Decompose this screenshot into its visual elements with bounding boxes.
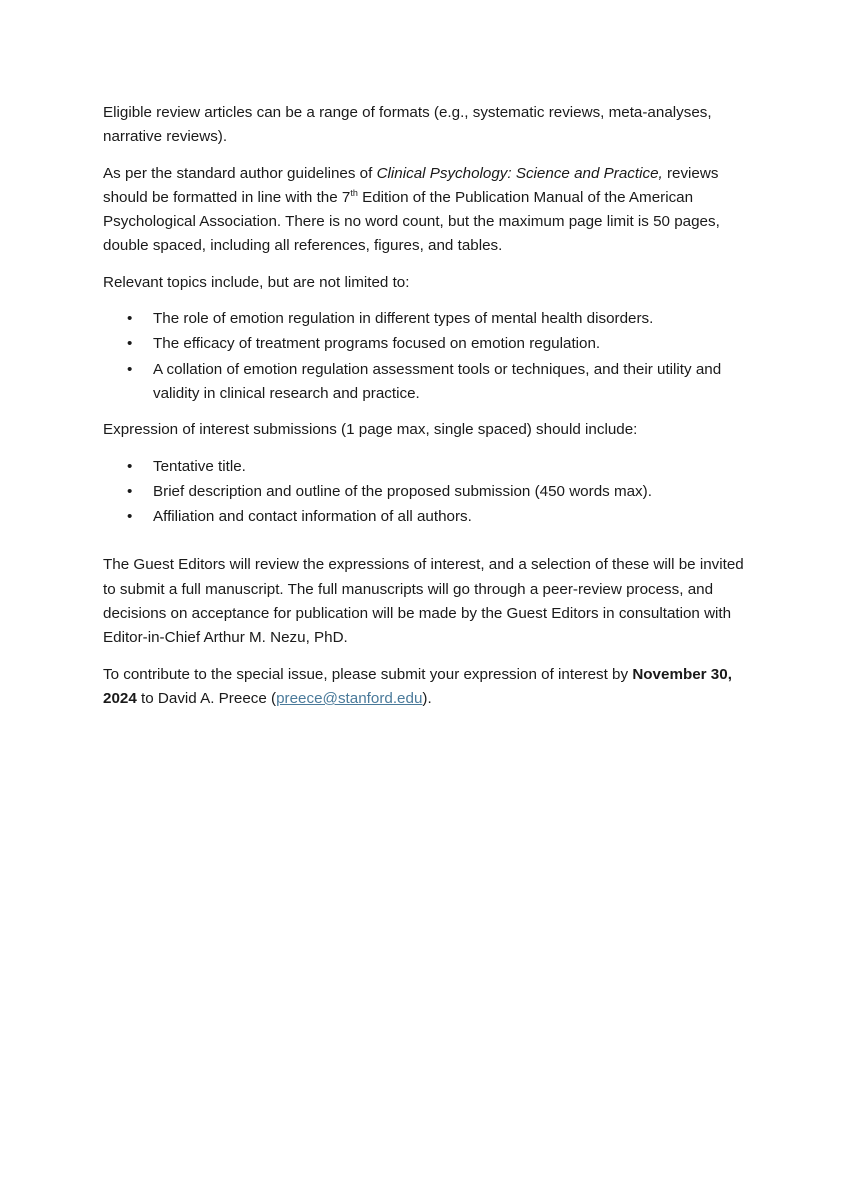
topic-text: The role of emotion regulation in different types of mental health disorders. [153,310,654,328]
list-item [103,358,753,407]
topics-intro: Relevant topics include, but are not limited to: [103,273,410,291]
bullet-icon: • [127,360,133,378]
email-link[interactable]: preece@stanford.edu [276,689,423,707]
deadline-date: November 30, 2024 [103,665,732,707]
contribute-prefix: To contribute to the special issue, please submit your expression of interest by [103,665,633,683]
bullet-icon: • [127,335,133,353]
contribute-paragraph [103,663,753,712]
document-page [103,101,753,723]
guidelines-paragraph [103,162,753,259]
submission-intro: Expression of interest submissions (1 page max, single spaced) should include: [103,421,638,439]
bullet-icon: • [127,457,133,475]
journal-title: Clinical Psychology: Science and Practice, [376,164,663,182]
submission-item-text: Tentative title. [153,457,246,475]
review-paragraph: The Guest Editors will review the expressions of interest, and a selection of these will be invited to submit a full manuscript. The full manuscripts will go through a peer-review process, and decisions on acceptance for publication will be made by the Guest Editors in consultation with Editor-in-Chief Arthur M. Nezu, PhD. [103,556,744,647]
list-item [103,307,753,331]
list-item [103,332,753,356]
list-item [103,480,753,504]
submission-item-text: Brief description and outline of the proposed submission (450 words max). [153,482,652,500]
bullet-icon: • [127,508,133,526]
bullet-icon: • [127,310,133,328]
submission-item-text: Affiliation and contact information of all authors. [153,508,472,526]
topics-list [103,307,753,406]
contribute-suffix: ). [422,689,432,707]
edition-superscript: th [350,187,358,198]
guidelines-mid: reviews should be formatted in line with the 7 [103,164,719,206]
topic-text: The efficacy of treatment programs focused on emotion regulation. [153,335,601,353]
submission-list [103,455,753,530]
contribute-mid: to David A. Preece ( [136,689,277,707]
formats-paragraph: Eligible review articles can be a range of formats (e.g., systematic reviews, meta-analyses, narrative reviews). [103,104,712,146]
guidelines-suffix: Edition of the Publication Manual of the American Psychological Association. There is no word count, but the maximum page limit is 50 pages, double spaced, including all references, figures, and tables. [103,188,720,255]
topic-text: A collation of emotion regulation assessment tools or techniques, and their utility and validity in clinical research and practice. [153,360,722,402]
list-item [103,455,753,479]
spacer [103,541,753,553]
bullet-icon: • [127,482,133,500]
list-item [103,505,753,529]
guidelines-prefix: As per the standard author guidelines of [103,164,377,182]
